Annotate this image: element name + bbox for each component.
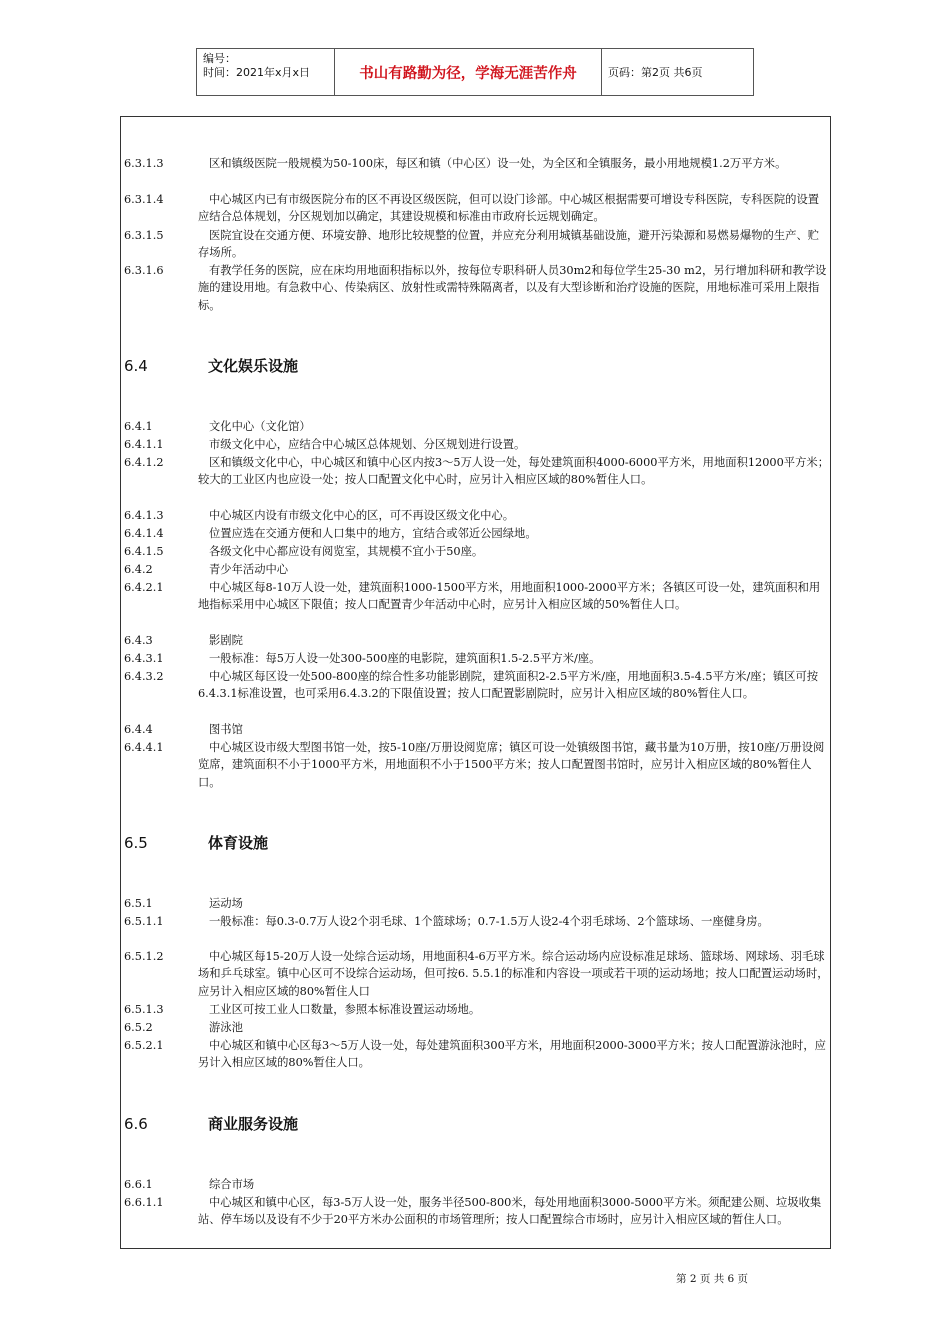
clause-number: 6.4.3.1 <box>124 652 164 665</box>
section-number: 6.6 <box>124 1115 148 1133</box>
clause-number: 6.4.1.5 <box>124 545 164 558</box>
number-label: 编号： <box>203 52 236 65</box>
clause-text: 中心城区每区设一处500-800座的综合性多功能影剧院，建筑面积2-2.5平方米/座，用地面积3.5-4.5平方米/座；镇区可按6.4.3.1标准设置，也可采用6.4.3.2的下限值设置；按人口配置影剧院时，应另计入相应区域的80%暂住人口。 <box>198 670 819 701</box>
clause-text: 中心城区和镇中心区每3～5万人设一处，每处建筑面积300平方米，用地面积2000-3000平方米；按人口配置游泳池时，应另计入相应区域的80%暂住人口。 <box>198 1039 826 1070</box>
section-number: 6.5 <box>124 834 148 852</box>
section-title: 商业服务设施 <box>208 1115 299 1133</box>
clause-text: 游泳池 <box>209 1021 243 1034</box>
section-heading <box>121 1113 830 1135</box>
clause-text: 运动场 <box>209 897 243 910</box>
clause-number: 6.4.3 <box>124 634 153 647</box>
slogan: 书山有路勤为径，学海无涯苦作舟 <box>335 49 602 95</box>
clause-number: 6.4.1.4 <box>124 527 164 540</box>
clause-text: 有教学任务的医院，应在床均用地面积指标以外，按每位专职科研人员30m2和每位学生25-30 m2，另行增加科研和教学设施的建设用地。有急救中心、传染病区、放射性或需特殊隔离者，以及有大型诊断和治疗设施的医院，用地标准可采用上限指标。 <box>198 264 827 312</box>
section-number: 6.4 <box>124 357 148 375</box>
clause-number: 6.4.1.3 <box>124 509 164 522</box>
clause-text: 中心城区和镇中心区，每3-5万人设一处，服务半径500-800米，每处用地面积3000-5000平方米。须配建公厕、垃圾收集站、停车场以及设有不少于20平方米办公面积的市场管理所；按人口配置综合市场时，应另计入相应区域的暂住人口。 <box>198 1196 822 1227</box>
clause-number: 6.4.3.2 <box>124 670 164 683</box>
clause-text: 医院宜设在交通方便、环境安静、地形比较规整的位置，并应充分利用城镇基础设施，避开污染源和易燃易爆物的生产、贮存场所。 <box>198 229 820 260</box>
clause-number: 6.4.2.1 <box>124 581 164 594</box>
clause-text: 一般标准：每0.3-0.7万人设2个羽毛球、1个篮球场；0.7-1.5万人设2-4个羽毛球场、2个篮球场、一座健身房。 <box>209 915 769 928</box>
clause-text: 中心城区设市级大型图书馆一处，按5-10座/万册设阅览席；镇区可设一处镇级图书馆，藏书量为10万册，按10座/万册设阅览席，建筑面积不小于1000平方米，用地面积不小于1500平方米；按人口配置图书馆时，应另计入相应区域的80%暂住人口。 <box>198 741 825 789</box>
clause-number: 6.4.1.1 <box>124 438 164 451</box>
clause-number: 6.3.1.5 <box>124 229 164 242</box>
clause-number: 6.5.1.1 <box>124 915 164 928</box>
clause-text: 位置应选在交通方便和人口集中的地方，宜结合或邻近公园绿地。 <box>209 527 537 540</box>
section-heading <box>121 355 830 377</box>
clause-number: 6.5.1 <box>124 897 153 910</box>
clause-text: 市级文化中心，应结合中心城区总体规划、分区规划进行设置。 <box>209 438 526 451</box>
section-title: 体育设施 <box>208 834 269 852</box>
clause-text: 各级文化中心都应设有阅览室，其规模不宜小于50座。 <box>209 545 484 558</box>
clause-number: 6.4.1 <box>124 420 153 433</box>
section-heading <box>121 832 830 854</box>
clause-text: 区和镇级医院一般规模为50-100床，每区和镇（中心区）设一处，为全区和全镇服务，最小用地规模1.2万平方米。 <box>209 157 787 170</box>
clause-number: 6.5.1.3 <box>124 1003 164 1016</box>
clause-number: 6.3.1.6 <box>124 264 164 277</box>
clause-text: 中心城区内设有市级文化中心的区，可不再设区级文化中心。 <box>209 509 515 522</box>
date-label: 时间：2021年x月x日 <box>203 66 311 79</box>
clause-text: 影剧院 <box>209 634 243 647</box>
clause-number: 6.4.2 <box>124 563 153 576</box>
clause-text: 区和镇级文化中心，中心城区和镇中心区内按3～5万人设一处，每处建筑面积4000-6000平方米，用地面积12000平方米；较大的工业区内也应设一处；按人口配置文化中心时，应另计入相应区域的80%暂住人口。 <box>198 456 829 487</box>
page-footer: 第 2 页 共 6 页 <box>676 1273 749 1285</box>
clause-number: 6.4.1.2 <box>124 456 164 469</box>
header-table <box>196 48 754 96</box>
clause-number: 6.5.2.1 <box>124 1039 164 1052</box>
clause-text: 一般标准：每5万人设一处300-500座的电影院，建筑面积1.5-2.5平方米/座。 <box>209 652 601 665</box>
clause-text: 工业区可按工业人口数量，参照本标准设置运动场地。 <box>209 1003 481 1016</box>
header-meta-cell <box>197 49 335 95</box>
clause-text: 中心城区内已有市级医院分布的区不再设区级医院，但可以设门诊部。中心城区根据需要可增设专科医院，专科医院的设置应结合总体规划，分区规划加以确定，其建设规模和标准由市政府长远规划确定。 <box>198 193 820 224</box>
clause-number: 6.6.1.1 <box>124 1196 164 1209</box>
clause-text: 中心城区每8-10万人设一处，建筑面积1000-1500平方米，用地面积1000-2000平方米；各镇区可设一处，建筑面积和用地指标采用中心城区下限值；按人口配置青少年活动中心时，应另计入相应区域的50%暂住人口。 <box>198 581 821 612</box>
clause-number: 6.3.1.4 <box>124 193 164 206</box>
clause-number: 6.3.1.3 <box>124 157 164 170</box>
page-label: 页码：第2页 共6页 <box>608 66 703 79</box>
content-frame <box>120 116 831 1249</box>
clause-number: 6.5.1.2 <box>124 950 164 963</box>
clause-text: 青少年活动中心 <box>209 563 289 576</box>
clause-number: 6.4.4 <box>124 723 153 736</box>
section-title: 文化娱乐设施 <box>208 357 299 375</box>
clause-number: 6.6.1 <box>124 1178 153 1191</box>
clause-text: 图书馆 <box>209 723 243 736</box>
clause-text: 中心城区每15-20万人设一处综合运动场，用地面积4-6万平方米。综合运动场内应设标准足球场、篮球场、网球场、羽毛球场和乒乓球室。镇中心区可不设综合运动场，但可按6. 5.5.1的标准和内容设一项或若干项的运动场地；按人口配置运动场时，应另计入相应区域的80%暂住人口 <box>198 950 829 998</box>
clause-number: 6.4.4.1 <box>124 741 164 754</box>
clause-text: 文化中心（文化馆） <box>209 420 311 433</box>
clause-text: 综合市场 <box>209 1178 255 1191</box>
clause-number: 6.5.2 <box>124 1021 153 1034</box>
